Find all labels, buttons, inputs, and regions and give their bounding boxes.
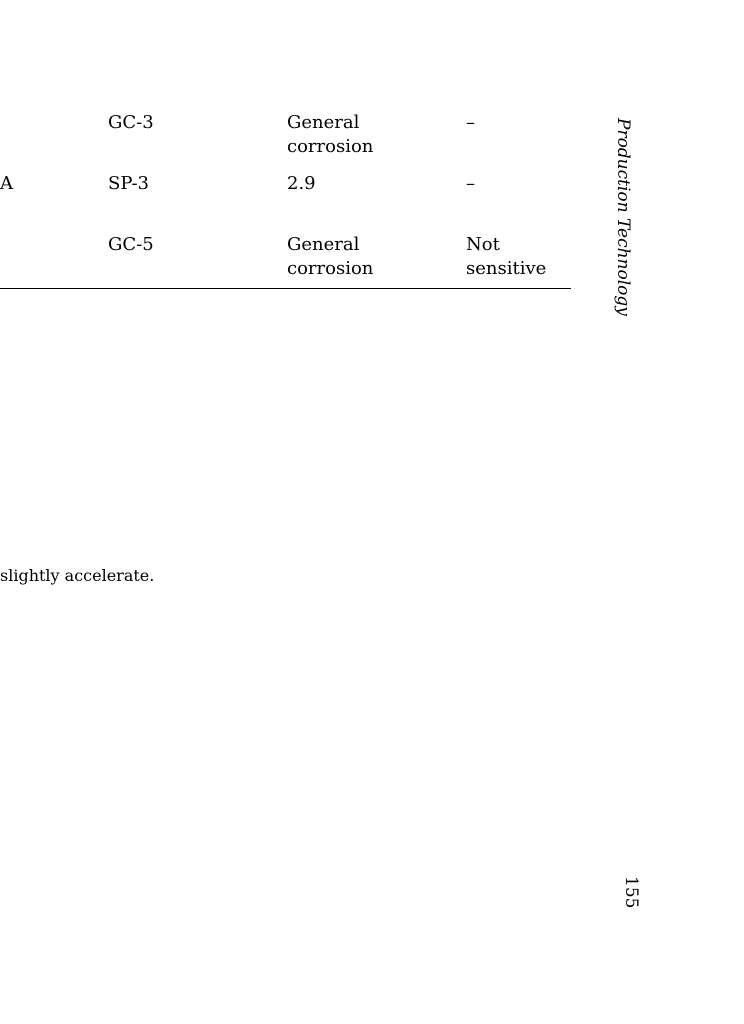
table-cell-code: GC-3 <box>108 112 154 133</box>
table-cell-result <box>287 172 316 196</box>
table-bottom-rule <box>0 288 571 289</box>
table-cell-sensitivity <box>466 111 475 135</box>
table-cell-result-line: General <box>287 112 360 133</box>
table-cell-result-line: 2.9 <box>287 173 316 194</box>
table-cell-sensitivity-line: Not <box>466 234 500 255</box>
table-cell-material: A <box>0 173 13 194</box>
table-footnote: slightly accelerate. <box>0 566 155 585</box>
running-head: Production Technology <box>613 118 633 316</box>
table-cell-result <box>287 233 373 281</box>
table-cell-code: GC-5 <box>108 234 154 255</box>
table-cell-sensitivity-line: – <box>466 173 475 194</box>
table-cell-result-line: corrosion <box>287 136 374 157</box>
table-cell-sensitivity <box>466 172 475 196</box>
table-cell-result-line: General <box>287 234 360 255</box>
page-number: 155 <box>621 876 641 909</box>
table-cell-code: SP-3 <box>108 173 149 194</box>
table-cell-sensitivity-line: sensitive <box>466 258 547 279</box>
table-cell-result <box>287 111 373 159</box>
table-cell-result-line: corrosion <box>287 258 374 279</box>
table-cell-sensitivity <box>466 233 546 281</box>
table-cell-sensitivity-line: – <box>466 112 475 133</box>
